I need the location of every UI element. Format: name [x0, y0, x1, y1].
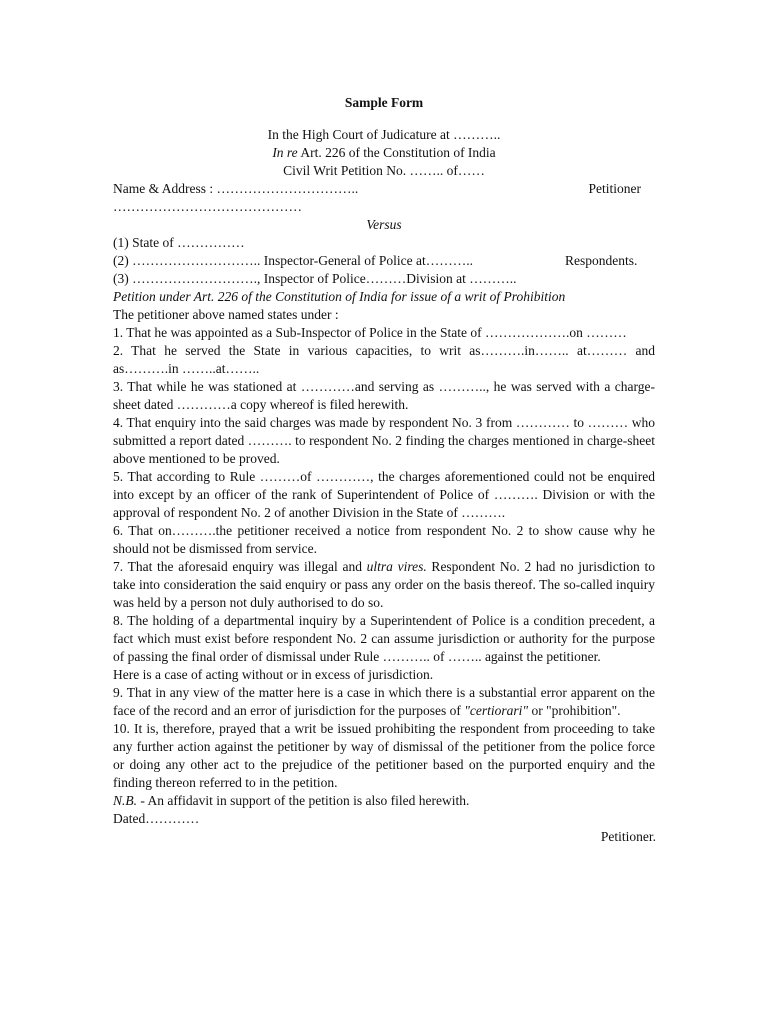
- paragraph-4: 4. That enquiry into the said charges was made by respondent No. 3 from ………… to ……… who submitted a report dated ………. to respondent No. 2 finding the charges mentioned in charge-sheet above mentioned to be proved.: [113, 415, 655, 466]
- paragraph-8-note: Here is a case of acting without or in excess of jurisdiction.: [113, 667, 434, 682]
- petition-number-line: Civil Writ Petition No. …….. of……: [283, 163, 485, 178]
- intro-line: The petitioner above named states under :: [113, 307, 339, 322]
- paragraph-7-start: 7. That the aforesaid enquiry was illegal and: [113, 559, 367, 574]
- name-address-label: Name & Address : …………………………..: [113, 181, 359, 196]
- versus-heading: [113, 216, 655, 234]
- paragraph-5: 5. That according to Rule ………of …………, the charges aforementioned could not be enquired into except by an officer of the rank of Superintendent of Police of ………. Division or with the approval of respondent No. 2 of another Division in the State of ……….: [113, 469, 655, 520]
- nb-text: - An affidavit in support of the petition is also filed herewith.: [137, 793, 470, 808]
- name-address-row: [113, 180, 655, 198]
- paragraph-7-end: Respondent No. 2 had no jurisdiction to take into consideration the said enquiry or pass any order on the basis thereof. The so-called inquiry was held by a person not duly authorised to do so.: [113, 559, 655, 610]
- paragraph-9-end: or "prohibition".: [528, 703, 621, 718]
- petition-heading-text: Petition under Art. 226 of the Constitution of India for issue of a writ of Prohibition: [113, 289, 566, 304]
- paragraph-8: 8. The holding of a departmental inquiry by a Superintendent of Police is a condition precedent, a fact which must exist before respondent No. 2 can assume jurisdiction or authority for the purpose of passing the final order of dismissal under Rule ……….. of …….. against the petitioner.: [113, 613, 655, 664]
- document-body: [113, 94, 655, 846]
- paragraph-9: [113, 684, 655, 720]
- document-title: Sample Form: [344, 95, 424, 110]
- dated-line: Dated…………: [113, 811, 200, 826]
- respondents-role-label: Respondents.: [565, 253, 638, 268]
- paragraph-7: [113, 558, 655, 612]
- paragraph-6: 6. That on……….the petitioner received a notice from respondent No. 2 to show cause why he should not be dismissed from service.: [113, 523, 655, 556]
- respondent-2-row: [113, 252, 655, 270]
- versus-text: Versus: [366, 217, 402, 232]
- court-name-line: In the High Court of Judicature at ………..: [267, 127, 501, 142]
- article-text: Art. 226 of the Constitution of India: [297, 145, 496, 160]
- nb-line: [113, 792, 655, 810]
- respondent-1: (1) State of ……………: [113, 235, 245, 250]
- paragraph-2: 2. That he served the State in various capacities, to writ as……….in…….. at……… and as……….in ……..at……..: [113, 343, 655, 376]
- respondent-3: (3) ………………………., Inspector of Police………Division at ………..: [113, 271, 517, 286]
- in-re-italic: In re: [272, 145, 298, 160]
- petitioner-role-label: Petitioner: [588, 181, 641, 196]
- paragraph-1: 1. That he was appointed as a Sub-Inspector of Police in the State of ……………….on ………: [113, 325, 627, 340]
- nb-label: N.B.: [113, 793, 138, 808]
- petition-heading: [113, 288, 655, 306]
- ultra-vires-italic: ultra vires.: [366, 559, 427, 574]
- certiorari-italic: "certiorari": [464, 703, 529, 718]
- paragraph-10: 10. It is, therefore, prayed that a writ be issued prohibiting the respondent from proceeding to take any further action against the petitioner by way of dismissal of the petitioner from the police force or doing any other act to the prejudice of the petitioner based on the purported enquiry and the finding thereon referred to in the petition.: [113, 721, 655, 790]
- paragraph-3: 3. That while he was stationed at …………and serving as ……….., he was served with a charge-sheet dated …………a copy whereof is filed herewith.: [113, 379, 655, 412]
- respondent-2: (2) ……………………….. Inspector-General of Police at………..: [113, 253, 474, 268]
- paragraph-9-start: 9. That in any view of the matter here is a case in which there is a substantial error apparent on the face of the record and an error of jurisdiction for the purposes of: [113, 685, 655, 718]
- article-line: [113, 144, 655, 162]
- signature-line: Petitioner.: [600, 829, 656, 844]
- name-address-continuation: ……………………………………: [113, 199, 302, 214]
